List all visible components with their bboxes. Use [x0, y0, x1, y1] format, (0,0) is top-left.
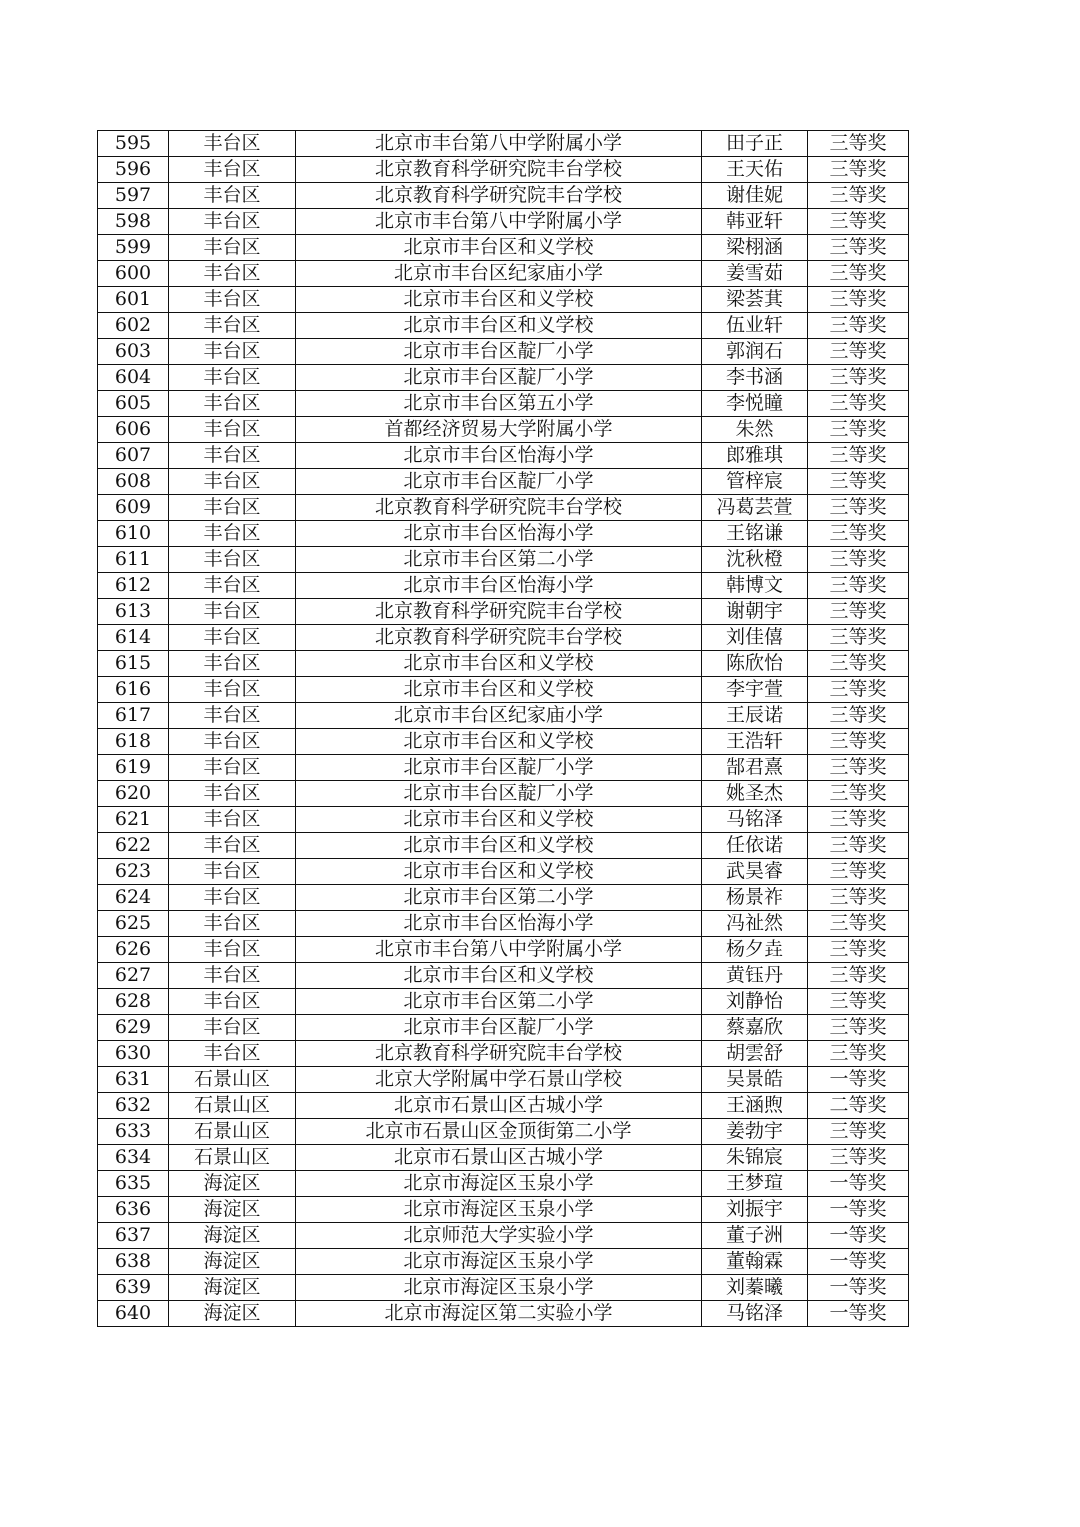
award-level-cell: 三等奖 — [808, 157, 909, 183]
serial-number-cell: 595 — [98, 131, 169, 157]
student-name-cell: 董翰霖 — [702, 1249, 808, 1275]
table-row — [98, 807, 909, 833]
district-cell: 海淀区 — [169, 1223, 296, 1249]
serial-number-cell: 619 — [98, 755, 169, 781]
district-cell: 丰台区 — [169, 833, 296, 859]
district-cell: 丰台区 — [169, 547, 296, 573]
student-name-cell: 冯祉然 — [702, 911, 808, 937]
school-cell: 北京市丰台区和义学校 — [296, 677, 702, 703]
award-level-cell: 三等奖 — [808, 521, 909, 547]
student-name-cell: 谢朝宇 — [702, 599, 808, 625]
school-cell: 北京市丰台区靛厂小学 — [296, 365, 702, 391]
student-name-cell: 董子洲 — [702, 1223, 808, 1249]
table-row — [98, 1119, 909, 1145]
district-cell: 丰台区 — [169, 677, 296, 703]
award-level-cell: 三等奖 — [808, 625, 909, 651]
serial-number-cell: 598 — [98, 209, 169, 235]
student-name-cell: 武昊睿 — [702, 859, 808, 885]
award-level-cell: 三等奖 — [808, 339, 909, 365]
district-cell: 丰台区 — [169, 651, 296, 677]
serial-number-cell: 596 — [98, 157, 169, 183]
award-level-cell: 三等奖 — [808, 703, 909, 729]
table-row — [98, 157, 909, 183]
student-name-cell: 王辰诺 — [702, 703, 808, 729]
school-cell: 北京市丰台区和义学校 — [296, 807, 702, 833]
district-cell: 石景山区 — [169, 1067, 296, 1093]
school-cell: 北京市丰台区和义学校 — [296, 833, 702, 859]
award-level-cell: 三等奖 — [808, 547, 909, 573]
district-cell: 丰台区 — [169, 625, 296, 651]
school-cell: 北京市丰台区怡海小学 — [296, 911, 702, 937]
school-cell: 北京市丰台区和义学校 — [296, 235, 702, 261]
serial-number-cell: 627 — [98, 963, 169, 989]
district-cell: 丰台区 — [169, 365, 296, 391]
school-cell: 北京市丰台区和义学校 — [296, 963, 702, 989]
district-cell: 石景山区 — [169, 1119, 296, 1145]
table-row — [98, 703, 909, 729]
student-name-cell: 王天佑 — [702, 157, 808, 183]
table-row — [98, 339, 909, 365]
student-name-cell: 沈秋橙 — [702, 547, 808, 573]
serial-number-cell: 640 — [98, 1301, 169, 1327]
award-level-cell: 一等奖 — [808, 1301, 909, 1327]
school-cell: 北京市丰台区和义学校 — [296, 651, 702, 677]
award-level-cell: 三等奖 — [808, 677, 909, 703]
table-row — [98, 235, 909, 261]
table-row — [98, 1249, 909, 1275]
award-level-cell: 三等奖 — [808, 469, 909, 495]
table-row — [98, 1301, 909, 1327]
table-row — [98, 365, 909, 391]
district-cell: 丰台区 — [169, 261, 296, 287]
serial-number-cell: 597 — [98, 183, 169, 209]
table-row — [98, 677, 909, 703]
district-cell: 丰台区 — [169, 287, 296, 313]
table-row — [98, 183, 909, 209]
school-cell: 北京市丰台区第二小学 — [296, 885, 702, 911]
serial-number-cell: 630 — [98, 1041, 169, 1067]
district-cell: 丰台区 — [169, 599, 296, 625]
school-cell: 北京教育科学研究院丰台学校 — [296, 599, 702, 625]
student-name-cell: 王梦瑄 — [702, 1171, 808, 1197]
student-name-cell: 马铭泽 — [702, 807, 808, 833]
district-cell: 丰台区 — [169, 469, 296, 495]
student-name-cell: 胡雲舒 — [702, 1041, 808, 1067]
table-row — [98, 443, 909, 469]
school-cell: 北京市丰台区靛厂小学 — [296, 339, 702, 365]
table-row — [98, 885, 909, 911]
award-level-cell: 三等奖 — [808, 573, 909, 599]
award-level-cell: 三等奖 — [808, 131, 909, 157]
serial-number-cell: 636 — [98, 1197, 169, 1223]
student-name-cell: 王浩轩 — [702, 729, 808, 755]
student-name-cell: 姜勃宇 — [702, 1119, 808, 1145]
student-name-cell: 刘振宇 — [702, 1197, 808, 1223]
table-row — [98, 755, 909, 781]
serial-number-cell: 638 — [98, 1249, 169, 1275]
table-row — [98, 261, 909, 287]
student-name-cell: 谢佳妮 — [702, 183, 808, 209]
table-row — [98, 547, 909, 573]
serial-number-cell: 637 — [98, 1223, 169, 1249]
serial-number-cell: 625 — [98, 911, 169, 937]
award-level-cell: 三等奖 — [808, 261, 909, 287]
school-cell: 北京教育科学研究院丰台学校 — [296, 183, 702, 209]
serial-number-cell: 603 — [98, 339, 169, 365]
student-name-cell: 李悦瞳 — [702, 391, 808, 417]
serial-number-cell: 601 — [98, 287, 169, 313]
serial-number-cell: 639 — [98, 1275, 169, 1301]
serial-number-cell: 604 — [98, 365, 169, 391]
district-cell: 石景山区 — [169, 1145, 296, 1171]
table-row — [98, 625, 909, 651]
serial-number-cell: 607 — [98, 443, 169, 469]
table-row — [98, 1015, 909, 1041]
award-level-cell: 三等奖 — [808, 391, 909, 417]
table-row — [98, 833, 909, 859]
table-row — [98, 573, 909, 599]
table-row — [98, 781, 909, 807]
school-cell: 北京教育科学研究院丰台学校 — [296, 625, 702, 651]
school-cell: 北京市丰台区和义学校 — [296, 313, 702, 339]
student-name-cell: 李书涵 — [702, 365, 808, 391]
table-row — [98, 391, 909, 417]
district-cell: 海淀区 — [169, 1275, 296, 1301]
district-cell: 丰台区 — [169, 573, 296, 599]
award-level-cell: 一等奖 — [808, 1223, 909, 1249]
award-level-cell: 一等奖 — [808, 1275, 909, 1301]
student-name-cell: 刘静怡 — [702, 989, 808, 1015]
award-level-cell: 三等奖 — [808, 1015, 909, 1041]
school-cell: 北京教育科学研究院丰台学校 — [296, 495, 702, 521]
student-name-cell: 韩博文 — [702, 573, 808, 599]
district-cell: 丰台区 — [169, 989, 296, 1015]
table-row — [98, 1171, 909, 1197]
district-cell: 丰台区 — [169, 157, 296, 183]
serial-number-cell: 617 — [98, 703, 169, 729]
award-level-cell: 三等奖 — [808, 599, 909, 625]
serial-number-cell: 622 — [98, 833, 169, 859]
school-cell: 首都经济贸易大学附属小学 — [296, 417, 702, 443]
district-cell: 丰台区 — [169, 729, 296, 755]
district-cell: 丰台区 — [169, 859, 296, 885]
serial-number-cell: 606 — [98, 417, 169, 443]
district-cell: 丰台区 — [169, 443, 296, 469]
student-name-cell: 王铭谦 — [702, 521, 808, 547]
student-name-cell: 王涵煦 — [702, 1093, 808, 1119]
school-cell: 北京市丰台第八中学附属小学 — [296, 937, 702, 963]
award-level-cell: 三等奖 — [808, 885, 909, 911]
school-cell: 北京市海淀区第二实验小学 — [296, 1301, 702, 1327]
school-cell: 北京市丰台区怡海小学 — [296, 573, 702, 599]
table-row — [98, 911, 909, 937]
school-cell: 北京市丰台区纪家庙小学 — [296, 703, 702, 729]
award-level-cell: 三等奖 — [808, 729, 909, 755]
student-name-cell: 郭润石 — [702, 339, 808, 365]
serial-number-cell: 628 — [98, 989, 169, 1015]
table-row — [98, 1145, 909, 1171]
district-cell: 丰台区 — [169, 339, 296, 365]
school-cell: 北京市海淀区玉泉小学 — [296, 1171, 702, 1197]
table-row — [98, 469, 909, 495]
award-level-cell: 二等奖 — [808, 1093, 909, 1119]
table-row — [98, 495, 909, 521]
table-row — [98, 859, 909, 885]
award-level-cell: 三等奖 — [808, 989, 909, 1015]
table-row — [98, 209, 909, 235]
serial-number-cell: 609 — [98, 495, 169, 521]
school-cell: 北京市丰台第八中学附属小学 — [296, 131, 702, 157]
school-cell: 北京市丰台区怡海小学 — [296, 521, 702, 547]
district-cell: 丰台区 — [169, 885, 296, 911]
district-cell: 丰台区 — [169, 807, 296, 833]
serial-number-cell: 634 — [98, 1145, 169, 1171]
district-cell: 丰台区 — [169, 781, 296, 807]
school-cell: 北京市丰台区和义学校 — [296, 859, 702, 885]
student-name-cell: 梁荟萁 — [702, 287, 808, 313]
award-level-cell: 一等奖 — [808, 1171, 909, 1197]
school-cell: 北京市丰台区纪家庙小学 — [296, 261, 702, 287]
student-name-cell: 韩亚轩 — [702, 209, 808, 235]
serial-number-cell: 613 — [98, 599, 169, 625]
table-row — [98, 1275, 909, 1301]
serial-number-cell: 633 — [98, 1119, 169, 1145]
serial-number-cell: 621 — [98, 807, 169, 833]
student-name-cell: 杨夕垚 — [702, 937, 808, 963]
award-level-cell: 三等奖 — [808, 1041, 909, 1067]
student-name-cell: 陈欣怡 — [702, 651, 808, 677]
student-name-cell: 马铭泽 — [702, 1301, 808, 1327]
school-cell: 北京师范大学实验小学 — [296, 1223, 702, 1249]
student-name-cell: 管梓宸 — [702, 469, 808, 495]
serial-number-cell: 620 — [98, 781, 169, 807]
award-table — [97, 130, 909, 1327]
district-cell: 丰台区 — [169, 703, 296, 729]
student-name-cell: 刘佳僖 — [702, 625, 808, 651]
serial-number-cell: 608 — [98, 469, 169, 495]
student-name-cell: 郎雅琪 — [702, 443, 808, 469]
school-cell: 北京市海淀区玉泉小学 — [296, 1249, 702, 1275]
award-level-cell: 三等奖 — [808, 235, 909, 261]
district-cell: 海淀区 — [169, 1249, 296, 1275]
table-row — [98, 599, 909, 625]
award-level-cell: 三等奖 — [808, 1119, 909, 1145]
award-level-cell: 三等奖 — [808, 911, 909, 937]
district-cell: 丰台区 — [169, 521, 296, 547]
award-level-cell: 三等奖 — [808, 781, 909, 807]
serial-number-cell: 623 — [98, 859, 169, 885]
table-row — [98, 1093, 909, 1119]
student-name-cell: 朱锦宸 — [702, 1145, 808, 1171]
award-level-cell: 一等奖 — [808, 1249, 909, 1275]
school-cell: 北京市丰台区靛厂小学 — [296, 1015, 702, 1041]
table-row — [98, 313, 909, 339]
school-cell: 北京市丰台区第二小学 — [296, 547, 702, 573]
award-level-cell: 三等奖 — [808, 1145, 909, 1171]
serial-number-cell: 631 — [98, 1067, 169, 1093]
award-level-cell: 三等奖 — [808, 807, 909, 833]
table-row — [98, 989, 909, 1015]
student-name-cell: 郜君熹 — [702, 755, 808, 781]
district-cell: 海淀区 — [169, 1171, 296, 1197]
district-cell: 丰台区 — [169, 911, 296, 937]
school-cell: 北京市丰台区第二小学 — [296, 989, 702, 1015]
table-row — [98, 131, 909, 157]
student-name-cell: 黄钰丹 — [702, 963, 808, 989]
table-row — [98, 521, 909, 547]
table-row — [98, 1197, 909, 1223]
school-cell: 北京市石景山区古城小学 — [296, 1145, 702, 1171]
school-cell: 北京市海淀区玉泉小学 — [296, 1275, 702, 1301]
district-cell: 丰台区 — [169, 131, 296, 157]
award-level-cell: 三等奖 — [808, 183, 909, 209]
student-name-cell: 蔡嘉欣 — [702, 1015, 808, 1041]
student-name-cell: 吴景皓 — [702, 1067, 808, 1093]
table-row — [98, 1041, 909, 1067]
school-cell: 北京市丰台区靛厂小学 — [296, 755, 702, 781]
district-cell: 丰台区 — [169, 313, 296, 339]
table-row — [98, 937, 909, 963]
award-level-cell: 三等奖 — [808, 287, 909, 313]
table-row — [98, 963, 909, 989]
district-cell: 丰台区 — [169, 209, 296, 235]
serial-number-cell: 618 — [98, 729, 169, 755]
school-cell: 北京市丰台区靛厂小学 — [296, 781, 702, 807]
district-cell: 丰台区 — [169, 937, 296, 963]
award-level-cell: 三等奖 — [808, 365, 909, 391]
table-row — [98, 651, 909, 677]
award-level-cell: 三等奖 — [808, 495, 909, 521]
student-name-cell: 李宇萱 — [702, 677, 808, 703]
district-cell: 丰台区 — [169, 495, 296, 521]
serial-number-cell: 600 — [98, 261, 169, 287]
serial-number-cell: 605 — [98, 391, 169, 417]
table-row — [98, 1067, 909, 1093]
serial-number-cell: 624 — [98, 885, 169, 911]
student-name-cell: 朱然 — [702, 417, 808, 443]
table-row — [98, 729, 909, 755]
district-cell: 丰台区 — [169, 417, 296, 443]
district-cell: 海淀区 — [169, 1301, 296, 1327]
table-row — [98, 1223, 909, 1249]
serial-number-cell: 602 — [98, 313, 169, 339]
award-level-cell: 一等奖 — [808, 1067, 909, 1093]
award-level-cell: 三等奖 — [808, 963, 909, 989]
student-name-cell: 伍业轩 — [702, 313, 808, 339]
school-cell: 北京市海淀区玉泉小学 — [296, 1197, 702, 1223]
school-cell: 北京市丰台第八中学附属小学 — [296, 209, 702, 235]
district-cell: 丰台区 — [169, 1015, 296, 1041]
award-level-cell: 三等奖 — [808, 937, 909, 963]
district-cell: 丰台区 — [169, 963, 296, 989]
student-name-cell: 任依诺 — [702, 833, 808, 859]
school-cell: 北京大学附属中学石景山学校 — [296, 1067, 702, 1093]
school-cell: 北京市丰台区怡海小学 — [296, 443, 702, 469]
serial-number-cell: 610 — [98, 521, 169, 547]
award-level-cell: 三等奖 — [808, 417, 909, 443]
student-name-cell: 田子正 — [702, 131, 808, 157]
school-cell: 北京教育科学研究院丰台学校 — [296, 1041, 702, 1067]
serial-number-cell: 599 — [98, 235, 169, 261]
school-cell: 北京市丰台区和义学校 — [296, 287, 702, 313]
student-name-cell: 刘蓁曦 — [702, 1275, 808, 1301]
student-name-cell: 杨景祚 — [702, 885, 808, 911]
school-cell: 北京市丰台区靛厂小学 — [296, 469, 702, 495]
award-level-cell: 三等奖 — [808, 209, 909, 235]
award-level-cell: 一等奖 — [808, 1197, 909, 1223]
district-cell: 丰台区 — [169, 183, 296, 209]
serial-number-cell: 615 — [98, 651, 169, 677]
district-cell: 丰台区 — [169, 235, 296, 261]
serial-number-cell: 614 — [98, 625, 169, 651]
table-row — [98, 417, 909, 443]
serial-number-cell: 612 — [98, 573, 169, 599]
serial-number-cell: 626 — [98, 937, 169, 963]
award-level-cell: 三等奖 — [808, 651, 909, 677]
school-cell: 北京市丰台区第五小学 — [296, 391, 702, 417]
award-level-cell: 三等奖 — [808, 313, 909, 339]
table-row — [98, 287, 909, 313]
district-cell: 海淀区 — [169, 1197, 296, 1223]
student-name-cell: 姚圣杰 — [702, 781, 808, 807]
award-level-cell: 三等奖 — [808, 859, 909, 885]
award-level-cell: 三等奖 — [808, 833, 909, 859]
district-cell: 石景山区 — [169, 1093, 296, 1119]
student-name-cell: 姜雪茹 — [702, 261, 808, 287]
student-name-cell: 冯葛芸萱 — [702, 495, 808, 521]
serial-number-cell: 629 — [98, 1015, 169, 1041]
district-cell: 丰台区 — [169, 391, 296, 417]
school-cell: 北京市石景山区古城小学 — [296, 1093, 702, 1119]
serial-number-cell: 616 — [98, 677, 169, 703]
serial-number-cell: 635 — [98, 1171, 169, 1197]
serial-number-cell: 611 — [98, 547, 169, 573]
district-cell: 丰台区 — [169, 1041, 296, 1067]
award-level-cell: 三等奖 — [808, 443, 909, 469]
school-cell: 北京市丰台区和义学校 — [296, 729, 702, 755]
serial-number-cell: 632 — [98, 1093, 169, 1119]
school-cell: 北京市石景山区金顶街第二小学 — [296, 1119, 702, 1145]
award-level-cell: 三等奖 — [808, 755, 909, 781]
school-cell: 北京教育科学研究院丰台学校 — [296, 157, 702, 183]
student-name-cell: 梁栩涵 — [702, 235, 808, 261]
district-cell: 丰台区 — [169, 755, 296, 781]
award-table-body — [98, 131, 909, 1327]
